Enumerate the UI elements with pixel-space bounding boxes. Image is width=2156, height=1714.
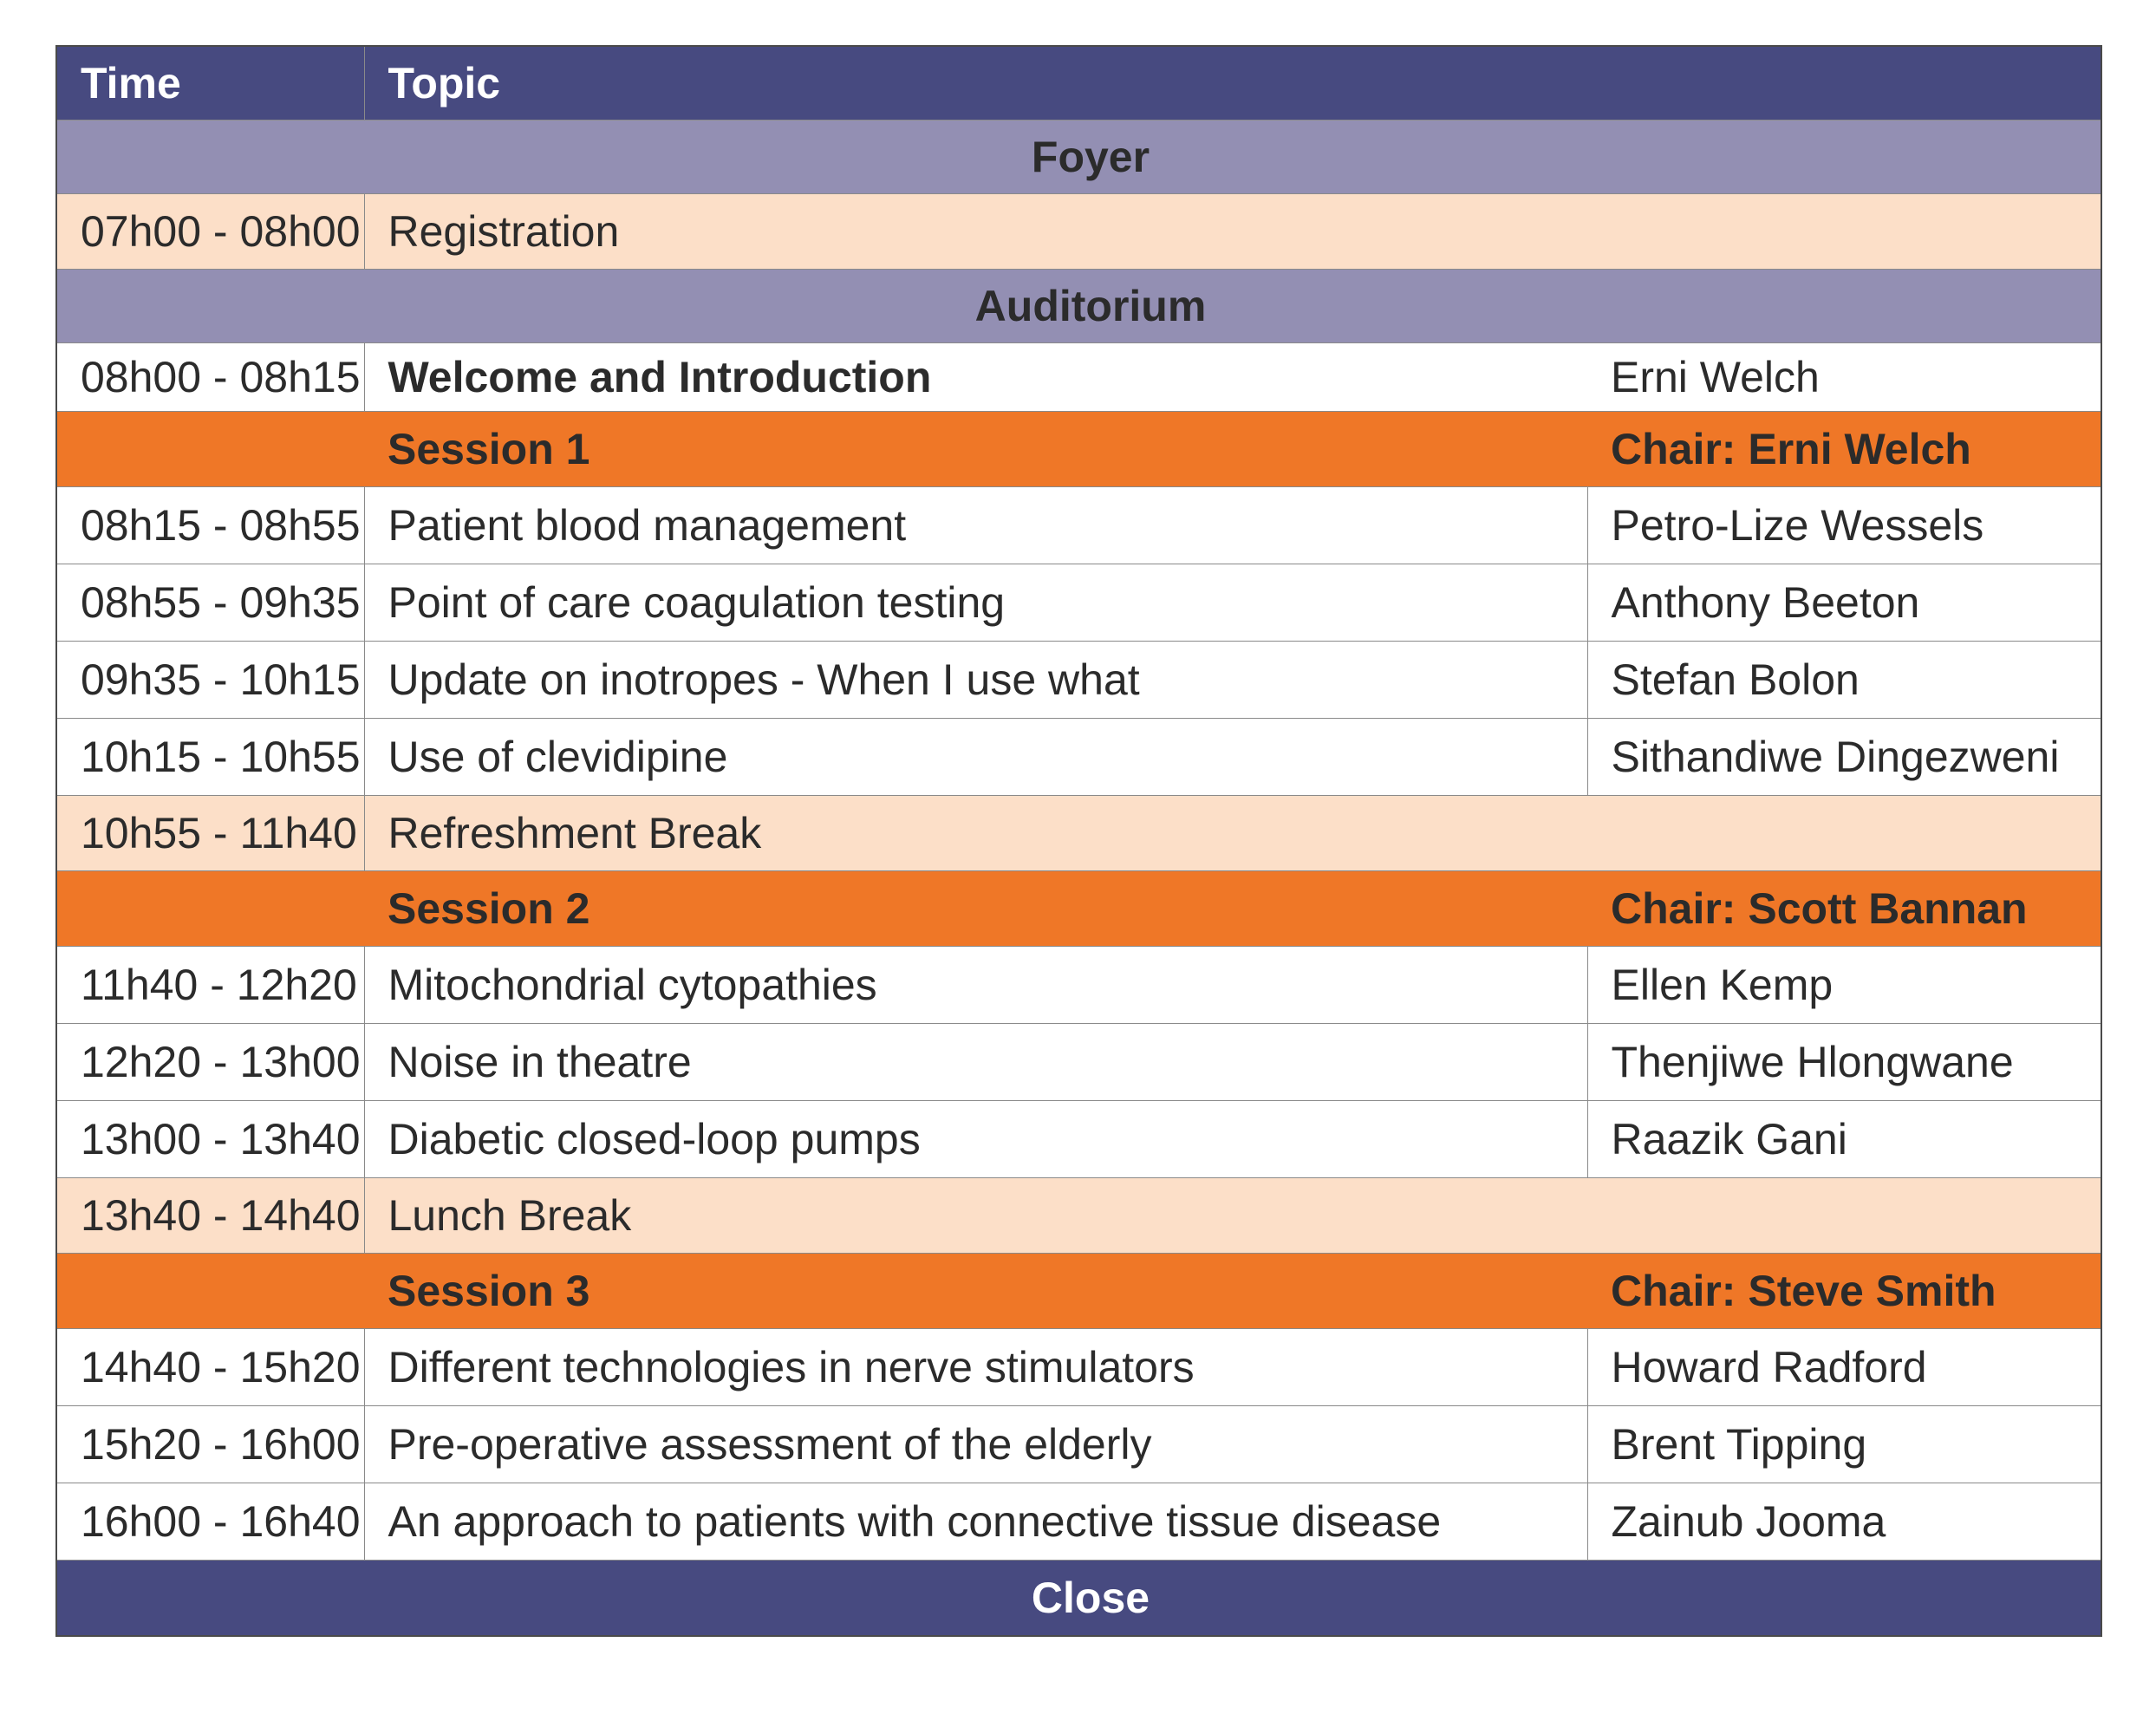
table-row bbox=[56, 1024, 2101, 1101]
talk-speaker: Stefan Bolon bbox=[1587, 642, 2101, 719]
talk-time: 12h20 - 13h00 bbox=[56, 1024, 364, 1101]
talk-topic: Update on inotropes - When I use what bbox=[364, 642, 1587, 719]
session-3-title: Session 3 bbox=[364, 1254, 1587, 1329]
venue-row-auditorium bbox=[56, 270, 2101, 343]
session-1-time-cell bbox=[56, 412, 364, 487]
welcome-row bbox=[56, 343, 2101, 412]
talk-speaker: Sithandiwe Dingezweni bbox=[1587, 719, 2101, 796]
close-label: Close bbox=[56, 1561, 2101, 1637]
session-1-chair: Chair: Erni Welch bbox=[1587, 412, 2101, 487]
table-row bbox=[56, 1406, 2101, 1483]
break-time: 10h55 - 11h40 bbox=[56, 796, 364, 871]
table-row bbox=[56, 487, 2101, 564]
session-3-chair: Chair: Steve Smith bbox=[1587, 1254, 2101, 1329]
session-2-chair: Chair: Scott Bannan bbox=[1587, 871, 2101, 947]
talk-speaker: Howard Radford bbox=[1587, 1329, 2101, 1406]
talk-topic: Diabetic closed-loop pumps bbox=[364, 1101, 1587, 1178]
registration-row bbox=[56, 194, 2101, 270]
refreshment-break-row bbox=[56, 796, 2101, 871]
talk-time: 11h40 - 12h20 bbox=[56, 947, 364, 1024]
talk-time: 10h15 - 10h55 bbox=[56, 719, 364, 796]
session-1-row bbox=[56, 412, 2101, 487]
header-time: Time bbox=[56, 46, 364, 121]
lunch-break-row bbox=[56, 1178, 2101, 1254]
talk-topic: Use of clevidipine bbox=[364, 719, 1587, 796]
table-row bbox=[56, 1101, 2101, 1178]
talk-time: 16h00 - 16h40 bbox=[56, 1483, 364, 1561]
talk-time: 08h55 - 09h35 bbox=[56, 564, 364, 642]
break-time: 13h40 - 14h40 bbox=[56, 1178, 364, 1254]
welcome-topic: Welcome and Introduction bbox=[364, 343, 1587, 412]
talk-topic: Pre-operative assessment of the elderly bbox=[364, 1406, 1587, 1483]
close-row bbox=[56, 1561, 2101, 1637]
welcome-time: 08h00 - 08h15 bbox=[56, 343, 364, 412]
table-row bbox=[56, 1329, 2101, 1406]
session-1-title: Session 1 bbox=[364, 412, 1587, 487]
header-topic: Topic bbox=[364, 46, 2101, 121]
table-header-row bbox=[56, 46, 2101, 121]
venue-foyer: Foyer bbox=[56, 121, 2101, 194]
table-row bbox=[56, 1483, 2101, 1561]
talk-speaker: Anthony Beeton bbox=[1587, 564, 2101, 642]
talk-topic: Noise in theatre bbox=[364, 1024, 1587, 1101]
table-row bbox=[56, 947, 2101, 1024]
talk-time: 14h40 - 15h20 bbox=[56, 1329, 364, 1406]
break-topic: Refreshment Break bbox=[364, 796, 2101, 871]
welcome-speaker: Erni Welch bbox=[1587, 343, 2101, 412]
session-2-title: Session 2 bbox=[364, 871, 1587, 947]
talk-topic: An approach to patients with connective tissue disease bbox=[364, 1483, 1587, 1561]
talk-topic: Mitochondrial cytopathies bbox=[364, 947, 1587, 1024]
registration-time: 07h00 - 08h00 bbox=[56, 194, 364, 270]
session-2-row bbox=[56, 871, 2101, 947]
venue-auditorium: Auditorium bbox=[56, 270, 2101, 343]
programme-table bbox=[55, 45, 2102, 1637]
talk-time: 13h00 - 13h40 bbox=[56, 1101, 364, 1178]
session-3-row bbox=[56, 1254, 2101, 1329]
session-3-time-cell bbox=[56, 1254, 364, 1329]
talk-speaker: Petro-Lize Wessels bbox=[1587, 487, 2101, 564]
talk-speaker: Raazik Gani bbox=[1587, 1101, 2101, 1178]
talk-time: 15h20 - 16h00 bbox=[56, 1406, 364, 1483]
break-topic: Lunch Break bbox=[364, 1178, 2101, 1254]
talk-time: 09h35 - 10h15 bbox=[56, 642, 364, 719]
registration-topic: Registration bbox=[364, 194, 2101, 270]
table-row bbox=[56, 564, 2101, 642]
talk-speaker: Zainub Jooma bbox=[1587, 1483, 2101, 1561]
talk-speaker: Ellen Kemp bbox=[1587, 947, 2101, 1024]
talk-time: 08h15 - 08h55 bbox=[56, 487, 364, 564]
talk-topic: Patient blood management bbox=[364, 487, 1587, 564]
talk-topic: Point of care coagulation testing bbox=[364, 564, 1587, 642]
venue-row-foyer bbox=[56, 121, 2101, 194]
talk-speaker: Thenjiwe Hlongwane bbox=[1587, 1024, 2101, 1101]
session-2-time-cell bbox=[56, 871, 364, 947]
talk-speaker: Brent Tipping bbox=[1587, 1406, 2101, 1483]
table-row bbox=[56, 719, 2101, 796]
table-row bbox=[56, 642, 2101, 719]
talk-topic: Different technologies in nerve stimulators bbox=[364, 1329, 1587, 1406]
